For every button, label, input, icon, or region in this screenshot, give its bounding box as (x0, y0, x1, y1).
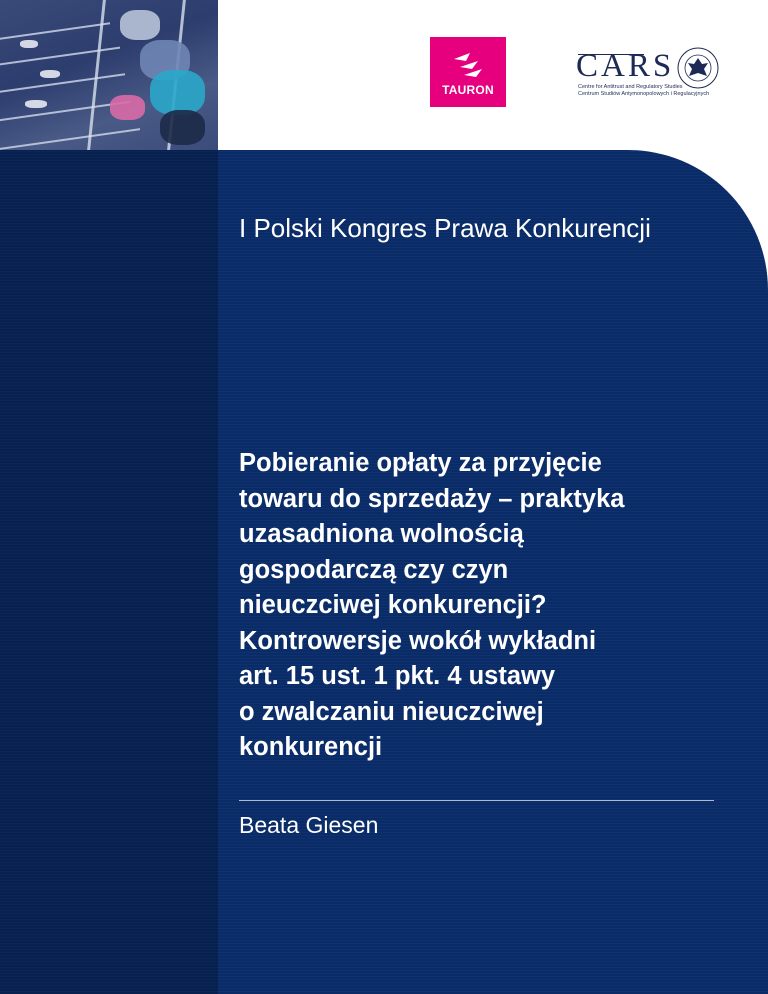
author-name: Beata Giesen (239, 812, 379, 838)
title-line: konkurencji (239, 733, 383, 761)
author-divider (239, 800, 714, 801)
cars-wordmark: CARS (576, 48, 675, 84)
cars-logo (576, 40, 726, 106)
cars-subtitle-pl: Centrum Studiów Antymonopolowych i Regulacyjnych (578, 91, 710, 97)
title-line: gospodarczą czy czyn (239, 555, 509, 584)
title-line: uzasadniona wolnością (239, 520, 524, 548)
left-color-strip (0, 150, 218, 994)
title-line: Pobieranie opłaty za przyjęcie (239, 449, 602, 477)
cars-subtitle-en: Centre for Antitrust and Regulatory Studies (578, 84, 683, 90)
title-line: Kontrowersje wokół wykładni (239, 626, 597, 655)
title-line: nieuczciwej konkurencji? (239, 591, 547, 619)
cover-photo-sprinters (0, 0, 218, 150)
tauron-wordmark: TAURON (442, 83, 494, 97)
congress-title: I Polski Kongres Prawa Konkurencji (239, 213, 651, 243)
paper-title (239, 446, 719, 766)
university-seal-icon (676, 46, 720, 90)
title-line: towaru do sprzedaży – praktyka (239, 484, 625, 513)
title-line: art. 15 ust. 1 pkt. 4 ustawy (239, 662, 556, 690)
tauron-logo (430, 37, 506, 107)
title-line: o zwalczaniu nieuczciwej (239, 697, 544, 726)
tauron-mark-icon (450, 49, 486, 81)
